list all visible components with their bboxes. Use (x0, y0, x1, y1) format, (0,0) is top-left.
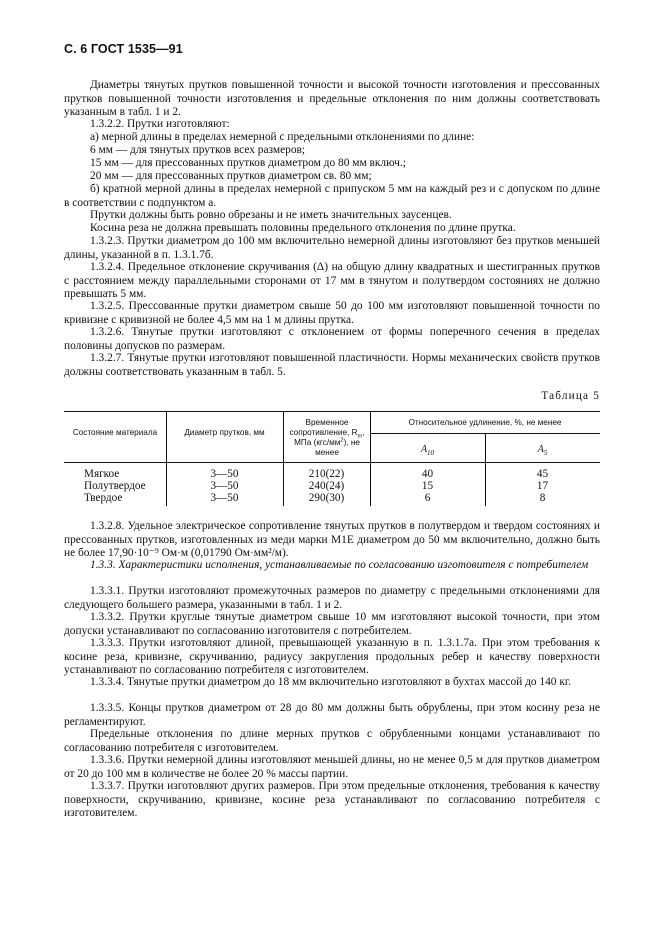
paragraph: а) мерной длины в пределах немерной с предельными отклонениями по длине: (90, 131, 475, 143)
table-header-a10: $A_{10}$ (420, 444, 435, 457)
paragraph: 1.3.2.8. Удельное электрическое сопротивление тянутых прутков в полутвердом и твердом состояниях и прессованных прутков, изготовленных из меди марки М1Е диаметром до 50 мм включительно, должно быть не более 17,90·10⁻⁹ Ом·м (0,01790 Ом·мм²/м). (64, 520, 600, 559)
section-heading: 1.3.3. Характеристики исполнения, устанавливаемые по согласованию изготовителя с потребителем (90, 559, 589, 571)
cell-strength: 240(24) (308, 480, 345, 492)
paragraph: Диаметры тянутых прутков повышенной точности и высокой точности изготовления и прессованных прутков повышенной точности изготовления и предельные отклонения по ним должны соответствовать указанным в табл. 1 и 2. (64, 79, 600, 118)
table-rule-top (64, 411, 600, 412)
paragraph: Косина реза не должна превышать половины предельного отклонения по длине прутка. (90, 222, 516, 234)
table-header-a5: $A_5$ (537, 444, 548, 457)
cell-state: Мягкое (84, 468, 120, 480)
paragraph: б) кратной мерной длины в пределах немерной с припуском 5 мм на каждый рез и с допуском по длине в соответствии с подпунктом а. (64, 183, 600, 209)
paragraph: 1.3.2.6. Тянутые прутки изготовляют с отклонением от формы поперечного сечения в пределах половины допусков по размерам. (64, 326, 600, 352)
table-header-strength: Временное сопротивление, $R_m$, МПа $(кгс/мм^2)$, не менее (289, 418, 365, 457)
cell-strength: 210(22) (308, 468, 345, 480)
paragraph: Предельные отклонения по длине мерных прутков с обрубленными концами устанавливают по согласованию потребителя с изготовителем. (64, 728, 600, 754)
paragraph: 20 мм — для прессованных прутков диаметром св. 80 мм; (90, 170, 372, 182)
paragraph: 1.3.3.7. Прутки изготовляют других размеров. При этом предельные отклонения, требования к качеству поверхности, скручиванию, кривизне, косине реза устанавливают по согласованию потребителя с изготовителем. (64, 780, 600, 819)
table-header-state: Состояние материала (72, 428, 158, 437)
paragraph: 1.3.3.6. Прутки немерной длины изготовляют меньшей длины, но не менее 0,5 м для прутков диаметром от 20 до 100 мм в количестве не более 20 % массы партии. (64, 754, 600, 780)
cell-a5: 45 (536, 468, 549, 480)
cell-a10: 15 (421, 480, 434, 492)
paragraph: 1.3.2.5. Прессованные прутки диаметром свыше 50 до 100 мм изготовляют повышенной точности по кривизне с кривизной не более 4,5 мм на 1 м длины прутка. (64, 300, 600, 326)
cell-diameter: 3—50 (210, 468, 239, 480)
cell-a5: 17 (536, 480, 549, 492)
table-header-elongation: Относительное удлинение, %, не менее (408, 418, 562, 427)
cell-a10: 6 (424, 492, 431, 504)
paragraph: Прутки должны быть ровно обрезаны и не иметь значительных заусенцев. (90, 209, 452, 221)
paragraph: 1.3.2.2. Прутки изготовляют: (90, 118, 230, 130)
paragraph: 1.3.2.3. Прутки диаметром до 100 мм включительно немерной длины изготовляют без прутков меньшей длины, указанной в п. 1.3.1.7б. (64, 235, 600, 261)
paragraph: 1.3.3.5. Концы прутков диаметром от 28 до 80 мм должны быть обрублены, при этом косину реза не регламентируют. (64, 702, 600, 728)
paragraph: 1.3.3.3. Прутки изготовляют длиной, превышающей указанную в п. 1.3.1.7а. При этом требования к косине реза, кривизне, скручиванию, радиусу закругления продольных ребер и качеству поверхности устанавливают по согласованию потребителя с изготовителем. (64, 637, 600, 676)
page-header: С. 6 ГОСТ 1535—91 (64, 42, 183, 56)
paragraph: 1.3.2.4. Предельное отклонение скручивания (Δ) на общую длину квадратных и шестигранных прутков с расстоянием между параллельными сторонами от 17 мм в тянутом и полутвердом состояниях не должно превышать 5 мм. (64, 261, 600, 300)
paragraph: 6 мм — для тянутых прутков всех размеров; (90, 144, 306, 156)
cell-a10: 40 (421, 468, 434, 480)
cell-strength: 290(30) (308, 492, 345, 504)
paragraph: 1.3.3.4. Тянутые прутки диаметром до 18 мм включительно изготовляют в бухтах массой до 140 кг. (90, 676, 572, 688)
paragraph: 1.3.3.1. Прутки изготовляют промежуточных размеров по диаметру с предельными отклонениями для следующего большего размера, указанными в табл. 1 и 2. (64, 585, 600, 611)
table-header-diameter: Диаметр прутков, мм (184, 428, 265, 437)
cell-diameter: 3—50 (210, 480, 239, 492)
cell-diameter: 3—50 (210, 492, 239, 504)
paragraph: 1.3.2.7. Тянутые прутки изготовляют повышенной пластичности. Нормы механических свойств прутков должны соответствовать указанным в табл. 5. (64, 352, 600, 378)
cell-state: Полутвердое (84, 480, 146, 492)
table-rule-header (64, 462, 600, 463)
table-caption: Таблица 5 (541, 390, 600, 402)
cell-state: Твердое (84, 492, 123, 504)
cell-a5: 8 (539, 492, 546, 504)
paragraph: 1.3.3.2. Прутки круглые тянутые диаметром свыше 10 мм изготовляют высокой точности, при этом допуски устанавливают по согласованию изготовителя с потребителем. (64, 611, 600, 637)
paragraph: 15 мм — для прессованных прутков диаметром до 80 мм включ.; (90, 157, 406, 169)
